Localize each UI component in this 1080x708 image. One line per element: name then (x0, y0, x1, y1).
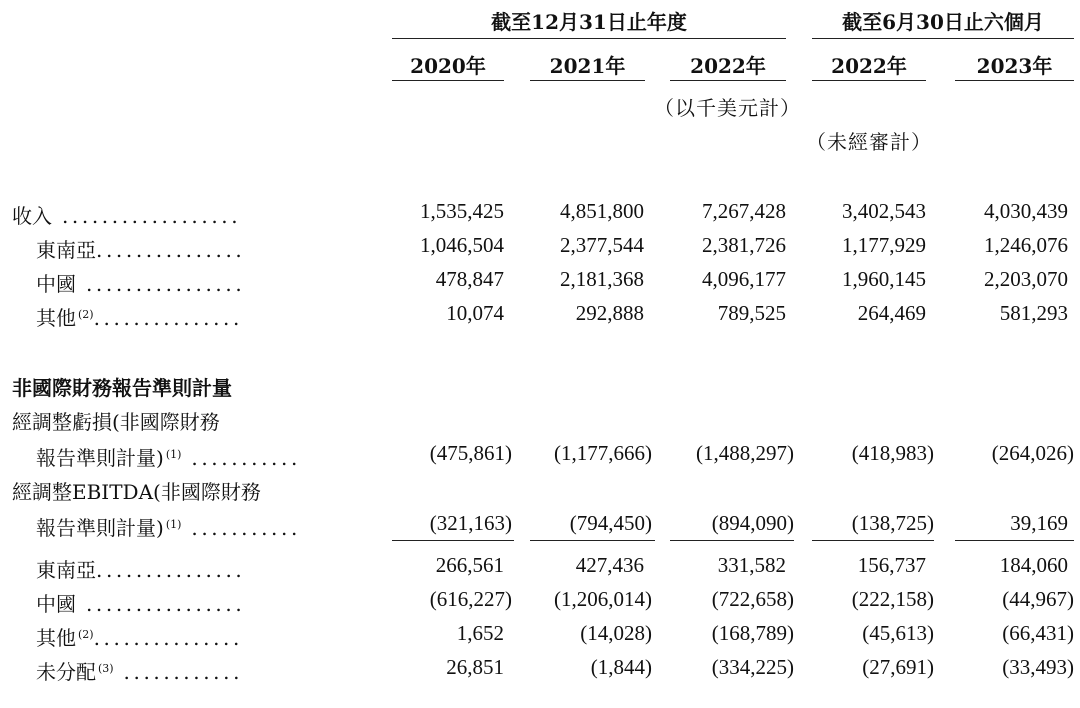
cell: (1,488,297) (696, 441, 794, 465)
year-rule (812, 80, 926, 81)
subtotal-rule (955, 540, 1074, 541)
cell: 2,181,368 (560, 267, 644, 291)
subtotal-rule (392, 540, 514, 541)
cell: 26,851 (446, 655, 504, 679)
cell: 39,169 (1010, 511, 1068, 535)
cell: (45,613) (862, 621, 934, 645)
cell: 292,888 (575, 301, 644, 325)
cell: 331,582 (717, 553, 786, 577)
cell: (418,983) (851, 441, 934, 465)
row-label-adjusted-loss: 報告準則計量) $^{(1)}$ ........... (36, 446, 301, 470)
cell: 581,293 (999, 301, 1068, 325)
row-label-revenue-china: 中國 ................ (36, 272, 246, 296)
cell: (1,206,014) (554, 587, 652, 611)
row-label-revenue: 收入 .................. (12, 204, 242, 228)
cell-revenue-2022: 7,267,428 (702, 199, 786, 223)
cell: 1,046,504 (420, 233, 504, 257)
row-label-ebitda-other: 其他 $^{(2)}$............... (36, 626, 243, 650)
row-label-adjusted-loss-line1: 經調整虧損(非國際財務 (12, 410, 220, 434)
cell: (33,493) (1002, 655, 1074, 679)
cell: 2,381,726 (702, 233, 786, 257)
cell: 266,561 (435, 553, 504, 577)
unit-note: （以千美元計） (654, 96, 801, 120)
cell: (722,658) (711, 587, 794, 611)
year-rule (670, 80, 786, 81)
year-rule (955, 80, 1074, 81)
row-label-adjusted-ebitda: 報告準則計量) $^{(1)}$ ........... (36, 516, 301, 540)
year-header-2023-h1: 2023年 (976, 54, 1053, 78)
cell: (14,028) (580, 621, 652, 645)
cell: (44,967) (1002, 587, 1074, 611)
cell: 1,960,145 (842, 267, 926, 291)
year-rule (392, 80, 504, 81)
cell: (264,026) (991, 441, 1074, 465)
cell: 156,737 (857, 553, 926, 577)
fiscal-year-group-header: 截至12月31日止年度 (491, 10, 687, 34)
half-year-group-rule (812, 38, 1074, 39)
year-header-2020: 2020年 (410, 54, 486, 78)
cell: (66,431) (1002, 621, 1074, 645)
year-header-2021: 2021年 (549, 54, 626, 78)
cell-revenue-2021: 4,851,800 (560, 199, 644, 223)
cell: (1,177,666) (554, 441, 652, 465)
cell: (222,158) (851, 587, 934, 611)
subtotal-rule (812, 540, 934, 541)
cell: 1,177,929 (842, 233, 926, 257)
row-label-ebitda-china: 中國 ................ (36, 592, 246, 616)
cell: (475,861) (429, 441, 512, 465)
cell: 478,847 (435, 267, 504, 291)
cell: 789,525 (717, 301, 786, 325)
cell: (27,691) (862, 655, 934, 679)
section-title-non-ifrs: 非國際財務報告準則計量 (12, 376, 232, 400)
cell-revenue-h1-2023: 4,030,439 (984, 199, 1068, 223)
unaudited-note: （未經審計） (806, 130, 932, 154)
subtotal-rule (670, 540, 794, 541)
row-label-ebitda-sea: 東南亞............... (36, 558, 246, 582)
cell: 2,203,070 (984, 267, 1068, 291)
cell: 264,469 (857, 301, 926, 325)
row-label-ebitda-unallocated: 未分配 $^{(3)}$ ............ (36, 660, 244, 684)
cell: 184,060 (999, 553, 1068, 577)
cell: (1,844) (590, 655, 652, 679)
cell: (794,450) (569, 511, 652, 535)
cell-revenue-h1-2022: 3,402,543 (842, 199, 926, 223)
cell: 10,074 (446, 301, 504, 325)
cell: 1,652 (456, 621, 504, 645)
row-label-revenue-sea: 東南亞............... (36, 238, 246, 262)
cell: (894,090) (711, 511, 794, 535)
cell: 4,096,177 (702, 267, 786, 291)
half-year-group-header: 截至6月30日止六個月 (842, 10, 1044, 34)
year-header-2022-fy: 2022年 (690, 54, 766, 78)
fiscal-year-group-rule (392, 38, 786, 39)
cell: (616,227) (429, 587, 512, 611)
cell: (334,225) (711, 655, 794, 679)
cell-revenue-2020: 1,535,425 (420, 199, 504, 223)
row-label-revenue-other: 其他 $^{(2)}$............... (36, 306, 243, 330)
year-header-2022-h1: 2022年 (831, 54, 907, 78)
cell: (168,789) (711, 621, 794, 645)
cell: 2,377,544 (560, 233, 644, 257)
cell: (321,163) (429, 511, 512, 535)
cell: 1,246,076 (984, 233, 1068, 257)
row-label-adjusted-ebitda-line1: 經調整EBITDA(非國際財務 (12, 480, 261, 504)
cell: (138,725) (851, 511, 934, 535)
subtotal-rule (530, 540, 655, 541)
year-rule (530, 80, 645, 81)
cell: 427,436 (575, 553, 644, 577)
